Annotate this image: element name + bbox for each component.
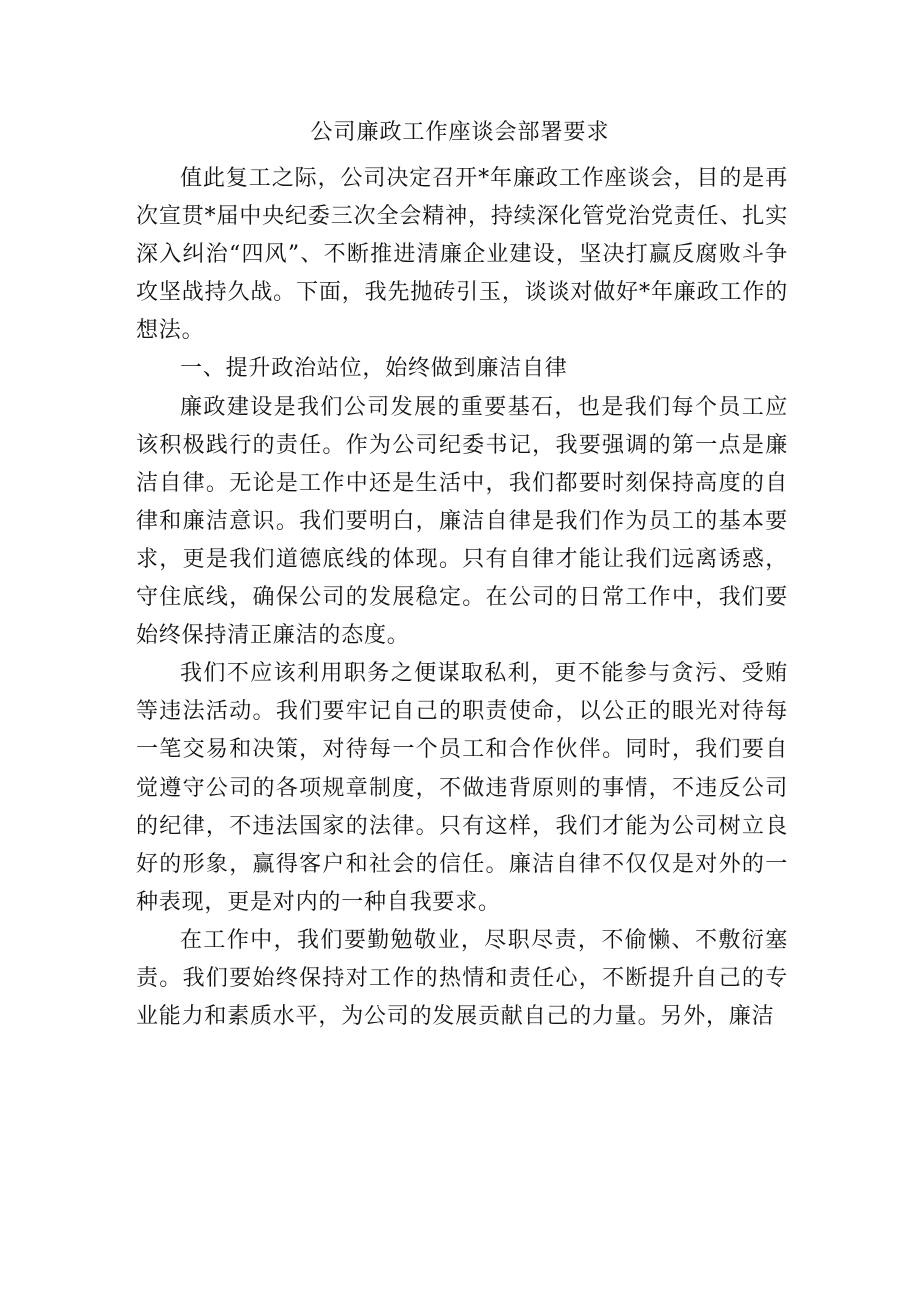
document-body — [136, 160, 788, 1036]
document-title: 公司廉政工作座谈会部署要求 — [310, 120, 610, 145]
paragraph-diligence: 在工作中，我们要勤勉敬业，尽职尽责，不偷懒、不敷衍塞责。我们要始终保持对工作的热情和责任心，不断提升自己的专业能力和素质水平，为公司的发展贡献自己的力量。另外，廉洁 — [136, 927, 788, 1030]
section-heading-1: 一、提升政治站位，始终做到廉洁自律 — [180, 356, 568, 382]
paragraph-integrity: 廉政建设是我们公司发展的重要基石，也是我们每个员工应该积极践行的责任。作为公司纪委书记，我要强调的第一点是廉洁自律。无论是工作中还是生活中，我们都要时刻保持高度的自律和廉洁意识。我们要明白，廉洁自律是我们作为员工的基本要求，更是我们道德底线的体现。只有自律才能让我们远离诱惑，守住底线，确保公司的发展稳定。在公司的日常工作中，我们要始终保持清正廉洁的态度。 — [136, 394, 788, 649]
paragraph-intro: 值此复工之际，公司决定召开*年廉政工作座谈会，目的是再次宣贯*届中央纪委三次全会精神，持续深化管党治党责任、扎实深入纠治“四风”、不断推进清廉企业建设，坚决打赢反腐败斗争攻坚战持久战。下面，我先抛砖引玉，谈谈对做好*年廉政工作的想法。 — [136, 166, 788, 344]
paragraph-duties: 我们不应该利用职务之便谋取私利，更不能参与贪污、受贿等违法活动。我们要牢记自己的职责使命，以公正的眼光对待每一笔交易和决策，对待每一个员工和合作伙伴。同时，我们要自觉遵守公司的各项规章制度，不做违背原则的事情，不违反公司的纪律，不违法国家的法律。只有这样，我们才能为公司树立良好的形象，赢得客户和社会的信任。廉洁自律不仅仅是对外的一种表现，更是对内的一种自我要求。 — [136, 661, 788, 915]
